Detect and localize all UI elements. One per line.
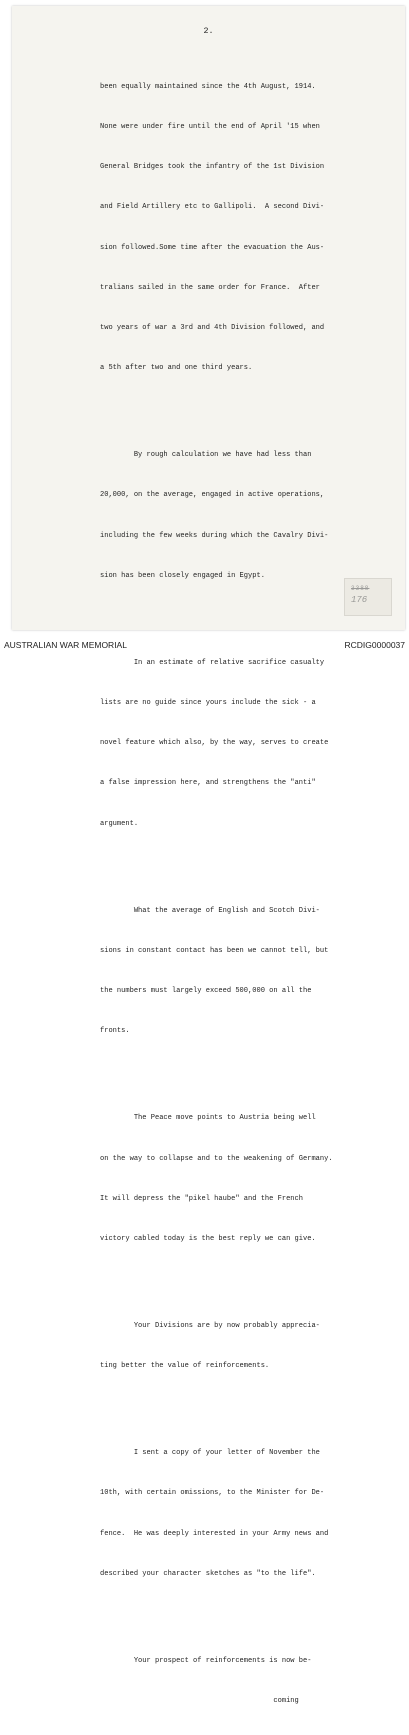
- text-line: I sent a copy of your letter of November the: [100, 1449, 320, 1458]
- paragraph-gap: [100, 1273, 380, 1293]
- text-line: sions in constant contact has been we cannot tell, but: [100, 946, 329, 955]
- text-line: Your Divisions are by now probably apprecia-: [100, 1321, 320, 1330]
- stamp-number-struck: 3388: [351, 585, 370, 592]
- paragraph-gap: [100, 1400, 380, 1420]
- text-line: including the few weeks during which the Cavalry Divi-: [100, 531, 329, 540]
- text-line: been equally maintained since the 4th August, 1914.: [100, 82, 316, 91]
- text-line: fronts.: [100, 1027, 130, 1036]
- text-line: two years of war a 3rd and 4th Division followed, and: [100, 324, 325, 333]
- paragraph-gap: [100, 402, 380, 422]
- paragraph-gap: [100, 858, 380, 878]
- text-line: coming: [100, 1697, 299, 1705]
- text-line: 10th, with certain omissions, to the Minister for De-: [100, 1489, 325, 1498]
- text-line: What the average of English and Scotch Divi-: [100, 906, 320, 915]
- text-line: None were under fire until the end of April '15 when: [100, 123, 320, 132]
- text-line: lists are no guide since yours include the sick - a: [100, 699, 316, 708]
- letter-body: [100, 54, 380, 1735]
- text-line: tralians sailed in the same order for France. After: [100, 283, 320, 292]
- text-line: ting better the value of reinforcements.: [100, 1362, 270, 1371]
- text-line: 20,000, on the average, engaged in active operations,: [100, 491, 325, 500]
- text-line: fence. He was deeply interested in your Army news and: [100, 1529, 329, 1538]
- footer-institution: AUSTRALIAN WAR MEMORIAL: [4, 640, 127, 650]
- text-line: the numbers must largely exceed 500,000 on all the: [100, 987, 312, 996]
- text-line: In an estimate of relative sacrifice casualty: [100, 658, 325, 667]
- text-line: a 5th after two and one third years.: [100, 364, 253, 373]
- paragraph-gap: [100, 1066, 380, 1086]
- stamp-number: 176: [351, 595, 368, 605]
- text-line: By rough calculation we have had less than: [100, 451, 312, 460]
- text-line: and Field Artillery etc to Gallipoli. A second Divi-: [100, 203, 325, 212]
- text-line: victory cabled today is the best reply we can give.: [100, 1234, 316, 1243]
- text-line: sion followed.Some time after the evacuation the Aus-: [100, 243, 325, 252]
- text-line: argument.: [100, 819, 139, 828]
- text-line: described your character sketches as "to the life".: [100, 1569, 316, 1578]
- paragraph-gap: [100, 1608, 380, 1628]
- page-number: 2.: [203, 26, 214, 36]
- footer-record-id: RCDIG0000037: [344, 640, 405, 650]
- text-line: Your prospect of reinforcements is now be-: [100, 1656, 312, 1665]
- text-line: a false impression here, and strengthens the "anti": [100, 779, 316, 788]
- archive-stamp: [344, 578, 392, 616]
- paragraph-gap: [100, 610, 380, 630]
- text-line: novel feature which also, by the way, serves to create: [100, 739, 329, 748]
- text-line: sion has been closely engaged in Egypt.: [100, 571, 265, 580]
- text-line: The Peace move points to Austria being well: [100, 1114, 316, 1123]
- text-line: It will depress the "pikel haube" and the French: [100, 1194, 303, 1203]
- text-line: on the way to collapse and to the weakening of Germany.: [100, 1154, 333, 1163]
- text-line: General Bridges took the infantry of the 1st Division: [100, 163, 325, 172]
